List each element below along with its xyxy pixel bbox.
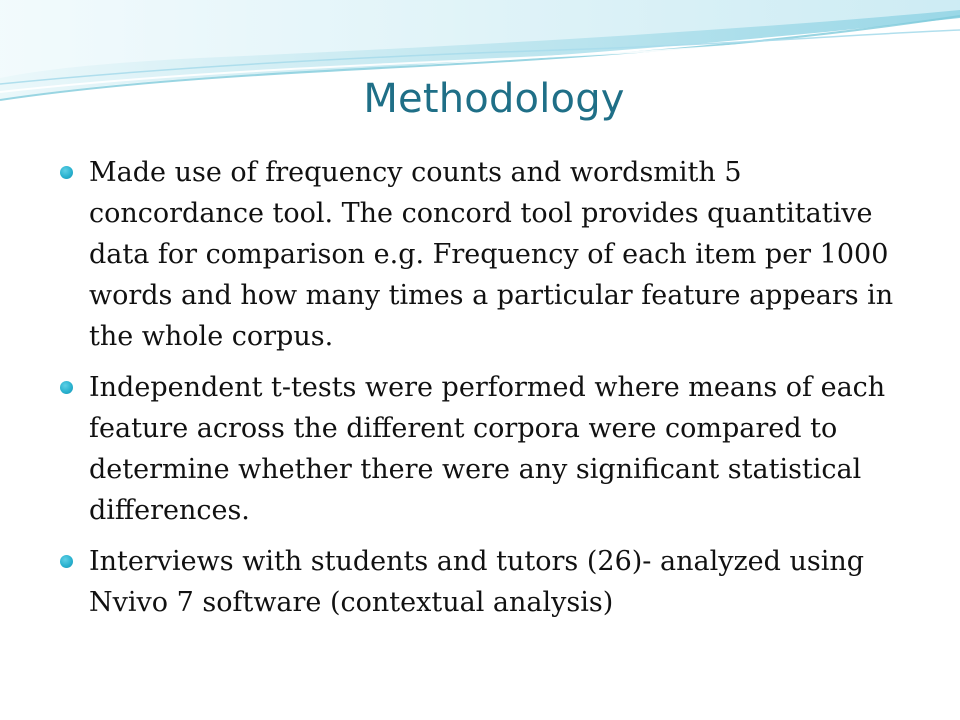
- bullet-item-interviews: [60, 541, 920, 623]
- bullet-text: Independent t-tests were performed where means of each feature across the different corpora were compared to determine whether there were any significant statistical differences.: [89, 372, 886, 526]
- slide-title: Methodology: [363, 76, 625, 122]
- bullet-dot-icon: [60, 381, 73, 394]
- bullet-dot-icon: [60, 555, 73, 568]
- bullet-text: Made use of frequency counts and wordsmith 5 concordance tool. The concord tool provides quantitative data for comparison e.g. Frequency of each item per 1000 words and how many times a particular feature appears in the whole corpus.: [89, 157, 894, 352]
- bullet-item-methods: [60, 152, 920, 357]
- bullet-item-t-tests: [60, 367, 920, 531]
- bullet-dot-icon: [60, 166, 73, 179]
- bullet-list: [60, 152, 920, 633]
- bullet-text: Interviews with students and tutors (26)- analyzed using Nvivo 7 software (contextual analysis): [89, 546, 865, 618]
